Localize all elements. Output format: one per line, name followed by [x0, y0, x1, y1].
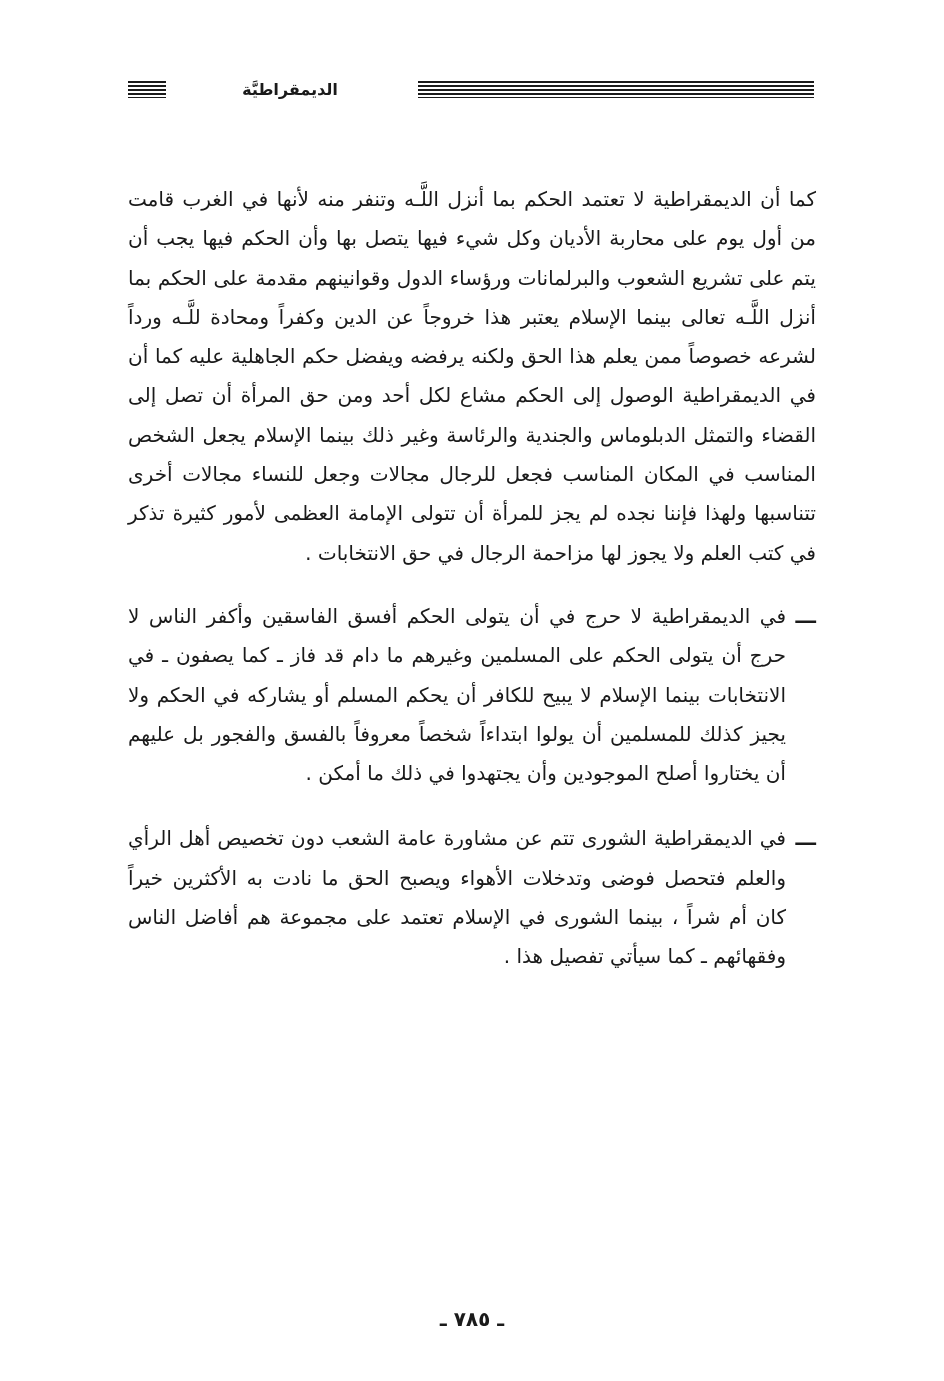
body-text: [128, 180, 816, 977]
header-rule-right: [418, 81, 814, 98]
bullet-dash-icon: ـــ: [795, 826, 816, 851]
bullet-text: في الديمقراطية الشورى تتم عن مشاورة عامة الشعب دون تخصيص أهل الرأي والعلم فتحصل فوضى وتدخلات الأهواء ويصبح الحق ما نادت به الأكثرين خيراً كان أم شراً ، بينما الشورى في الإسلام تعتمد على مجموعة هم أفاضل الناس وفقهائهم ـ كما سيأتي تفصيل هذا .: [128, 826, 786, 969]
bullet-text: في الديمقراطية لا حرج في أن يتولى الحكم أفسق الفاسقين وأكفر الناس لا حرج أن يتولى الحكم على المسلمين وغيرهم ما دام قد فاز ـ كما يصفون ـ في الانتخابات بينما الإسلام لا يبيح للكافر أن يحكم المسلم أو يشاركه في الحكم ولا يجيز كذلك للمسلمين أن يولوا ابتداءاً شخصاً معروفاً بالفسق والفجور بل عليهم أن يختاروا أصلح الموجودين وأن يجتهدوا في ذلك ما أمكن .: [128, 603, 786, 786]
header-title: الديمقراطيَّة: [242, 80, 338, 99]
bullet-item: [128, 819, 816, 976]
header-rule-left: [128, 81, 166, 98]
body-paragraph: كما أن الديمقراطية لا تعتمد الحكم بما أنزل اللَّـه وتنفر منه لأنها في الغرب قامت من أول يوم على محاربة الأديان وكل شيء فيها يتصل بها وأن الحكم فيها يجب أن يتم على تشريع الشعوب والبرلمانات ورؤساء الدول وقوانينهم مقدمة على الحكم بما أنزل اللَّـه تعالى بينما الإسلام يعتبر هذا خروجاً عن الدين وكفراً ومحادة للَّـه ورداً لشرعه خصوصاً ممن يعلم هذا الحق ولكنه يرفضه ويفضل حكم الجاهلية عليه كما أن في الديمقراطية الوصول إلى الحكم مشاع لكل أحد ومن حق المرأة أن تصل إلى القضاء والتمثل الدبلوماس والجندية والرئاسة وغير ذلك بينما الإسلام يجعل الشخص المناسب في المكان المناسب فجعل للرجال مجالات وجعل للنساء مجالات أخرى تتناسبها ولهذا فإننا نجده لم يجز للمرأة أن تتولى الإمامة العظمى لأمور كثيرة تذكر في كتب العلم ولا يجوز لها مزاحمة الرجال في حق الانتخابات .: [128, 187, 816, 565]
running-header: [128, 78, 814, 102]
bullet-item: [128, 597, 816, 793]
bullet-dash-icon: ـــ: [795, 603, 816, 628]
page-number: ـ ٧٨٥ ـ: [439, 1307, 505, 1331]
